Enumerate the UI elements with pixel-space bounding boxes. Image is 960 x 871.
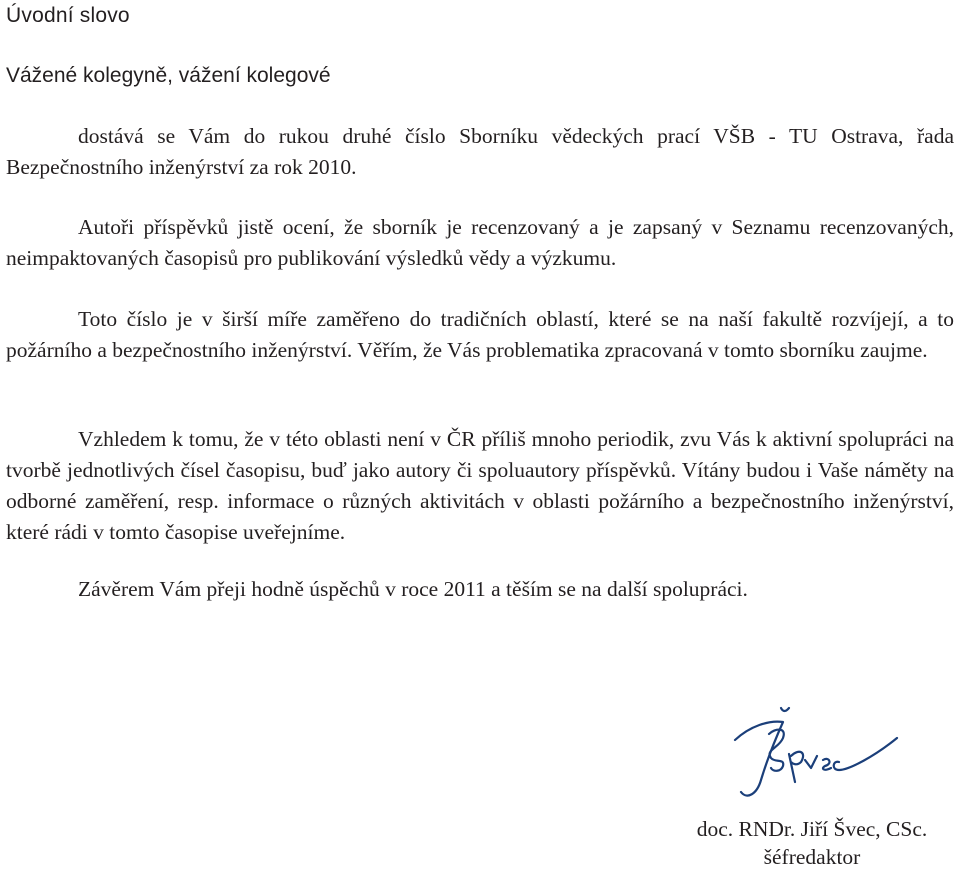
paragraph-3: Toto číslo je v širší míře zaměřeno do tradičních oblastí, které se na naší fakultě rozvíjejí, a to požárního a bezpečnostního inženýrství. Věřím, že Vás problematika zpracovaná v tomto sborníku zaujme. [6, 307, 954, 362]
page-title: Úvodní slovo [6, 4, 130, 27]
paragraph-1: dostává se Vám do rukou druhé číslo Sborníku vědeckých prací VŠB - TU Ostrava, řada Bezpečnostního inženýrství za rok 2010. [6, 124, 954, 179]
signatory-role: šéfredaktor [763, 845, 861, 869]
paragraph-2: Autoři příspěvků jistě ocení, že sborník je recenzovaný a je zapsaný v Seznamu recenzovaných, neimpaktovaných časopisů pro publikování výsledků vědy a výzkumu. [6, 215, 954, 270]
paragraph-4: Vzhledem k tomu, že v této oblasti není v ČR příliš mnoho periodik, zvu Vás k aktivní spolupráci na tvorbě jednotlivých čísel časopisu, buď jako autory či spoluautory příspěvků. Vítány budou i Vaše náměty na odborné zaměření, resp. informace o různých aktivitách v oblasti požárního a bezpečnostního inženýrství, které rádi v tomto časopise uveřejníme. [6, 427, 954, 544]
handwritten-signature-icon [725, 700, 915, 810]
signatory-name: doc. RNDr. Jiří Švec, CSc. [696, 817, 928, 841]
salutation: Vážené kolegyně, vážení kolegové [6, 64, 331, 87]
signatory-block [676, 815, 948, 871]
paragraph-5: Závěrem Vám přeji hodně úspěchů v roce 2011 a těším se na další spolupráci. [78, 577, 748, 601]
